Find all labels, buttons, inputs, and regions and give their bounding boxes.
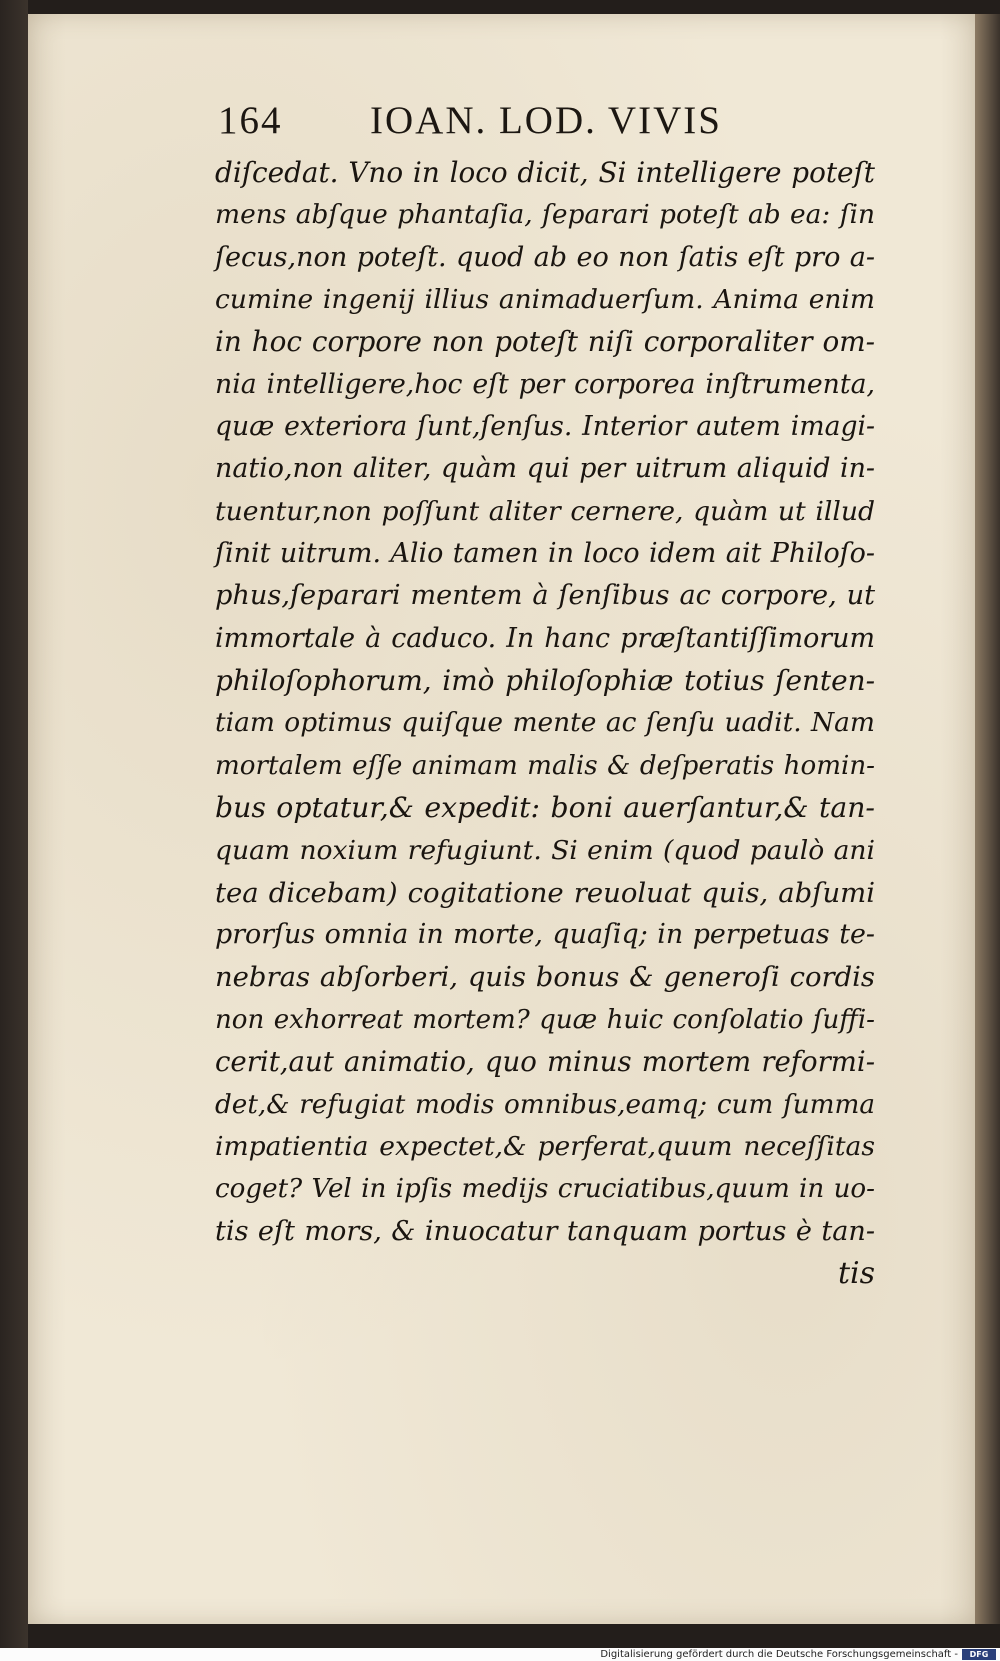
text-line: immortale à caduco. In hanc præſtantiſſimorum [215,622,875,654]
text-line: mortalem eſſe animam malis & deſperatis homin- [215,750,875,781]
binding-shadow [0,0,28,1661]
text-line: coget? Vel in ipſis medijs cruciatibus,quum in uo- [215,1174,875,1205]
text-line: in hoc corpore non poteſt niſi corporaliter om- [215,325,875,359]
text-line: philoſophorum, imò philoſophiæ totius ſenten- [215,664,875,698]
text-line: impatientia expectet,& perferat,quum neceſſitas [215,1130,875,1162]
text-line: nia intelligere,hoc eſt per corporea inſtrumenta, [215,368,875,400]
text-line: non exhorreat mortem? quæ huic conſolatio ſuffi- [215,1004,875,1035]
dfg-logo-icon: DFG [962,1649,996,1660]
text-line: natio,non aliter, quàm qui per uitrum aliquid in- [215,453,875,485]
text-line: phus,ſeparari mentem à ſenſibus ac corpore, ut [215,580,875,612]
text-line: bus optatur,& expedit: boni auerſantur,& tan- [215,791,875,825]
text-line: tuentur,non poſſunt aliter cernere, quàm ut illud [215,495,875,527]
text-line: nebras abſorberi, quis bonus & generoſi cordis [215,961,875,993]
digitization-footer [0,1648,1000,1661]
text-line: quæ exteriora ſunt,ſenſus. Interior autem imagi- [215,411,875,443]
text-line: prorſus omnia in morte, quaſiq; in perpetuas te- [215,919,875,951]
text-line: tea dicebam) cogitatione reuoluat quis, abſumi [215,876,875,909]
page-number: 164 [218,99,283,142]
running-head [218,98,778,148]
dfg-credit-text: Digitalisierung gefördert durch die Deutsche Forschungsgemeinschaft - [600,1649,958,1660]
text-line: quam noxium refugiunt. Si enim (quod paulò ani [215,834,875,866]
text-line: diſcedat. Vno in loco dicit, Si intelligere poteſt [215,156,875,189]
page-edge [975,14,1000,1624]
text-line: cumine ingenij illius animaduerſum. Anima enim [215,284,875,316]
body-text [215,152,875,1295]
text-line: mens abſque phantaſia, ſeparari poteſt ab ea: ſin [215,199,875,231]
text-line: cerit,aut animatio, quo minus mortem reformi- [215,1046,875,1079]
text-line: ſecus,non poteſt. quod ab eo non ſatis eſt pro a- [215,241,875,273]
catchword: tis [837,1255,875,1291]
running-title: IOAN. LOD. VIVIS [370,99,722,142]
text-line: tiam optimus quiſque mente ac ſenſu uadit. Nam [215,707,875,739]
text-line: ſinit uitrum. Alio tamen in loco idem ait Philoſo- [215,538,875,570]
text-line: tis eſt mors, & inuocatur tanquam portus è tan- [215,1215,875,1247]
text-line: det,& refugiat modis omnibus,eamq; cum ſumma [215,1089,875,1120]
